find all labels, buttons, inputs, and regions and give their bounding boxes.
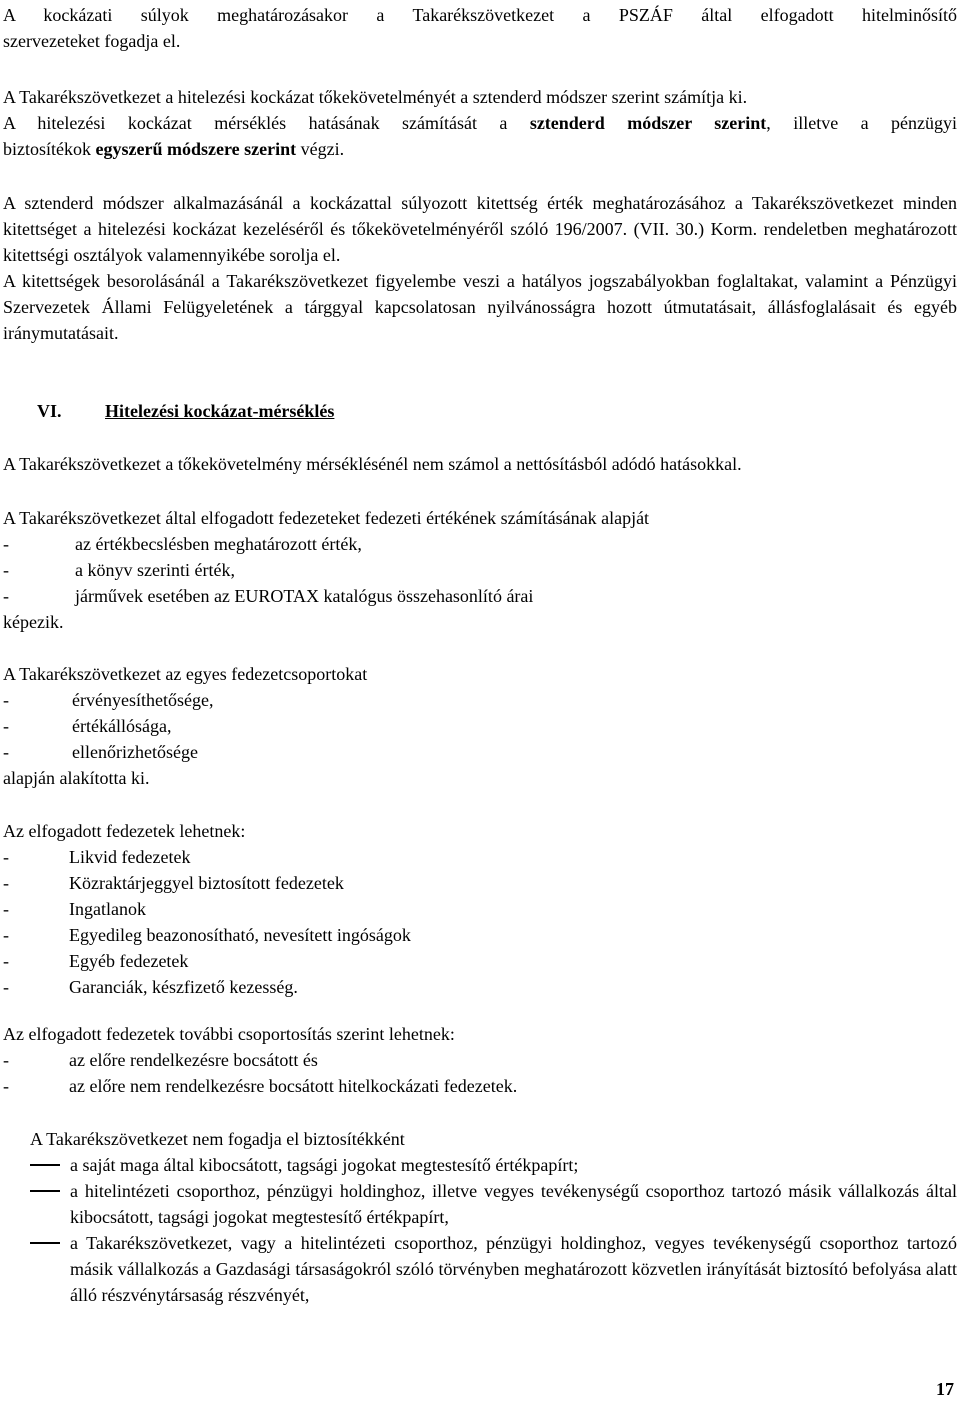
section-title: Hitelezési kockázat-mérséklés xyxy=(105,401,335,421)
paragraph-capital-requirement-line2 xyxy=(3,110,957,136)
list-item-text: az értékbecslésben meghatározott érték, xyxy=(75,534,362,554)
list-item-text: Ingatlanok xyxy=(69,899,146,919)
list-item-text: ellenőrizhetősége xyxy=(72,742,198,762)
section-number: VI. xyxy=(37,401,62,421)
list-item-text: Garanciák, készfizető kezesség. xyxy=(69,977,298,997)
bold-text-segment: sztenderd módszer szerint xyxy=(529,113,767,133)
list-dash: - xyxy=(3,899,9,919)
text-segment: végzi. xyxy=(296,139,345,159)
list-a-outro: képezik. xyxy=(3,612,64,632)
section-heading xyxy=(0,398,960,424)
list-item-text: a könyv szerinti érték, xyxy=(75,560,235,580)
list-dash: - xyxy=(3,560,9,580)
list-item-text: a hitelintézeti csoporthoz, pénzügyi holdinghoz, illetve vegyes tevékenységű csoporthoz tartozó másik vállalkozás által kibocsátott, tagsági jogokat megtestesítő értékpapírt, xyxy=(70,1181,957,1227)
list-item-text: értékállósága, xyxy=(72,716,172,736)
rejected-collateral-list xyxy=(30,1152,957,1308)
paragraph-exposure-classification: A kitettségek besorolásánál a Takarékszövetkezet figyelembe veszi a hatályos jogszabályokban foglaltakat, valamint a Pénzügyi Szervezetek Állami Felügyeletének a tárggyal kapcsolatosan nyilvánosságra hozott útmutatásait, állásfoglalásait és egyéb iránymutatásait. xyxy=(3,271,957,343)
list-dash: - xyxy=(3,847,9,867)
list-e-intro: A Takarékszövetkezet nem fogadja el biztosítékként xyxy=(30,1129,405,1149)
bold-text-segment: egyszerű módszere szerint xyxy=(95,139,297,159)
text-segment: A hitelezési kockázat mérséklés hatásának számítását a xyxy=(3,113,530,133)
list-c-intro: Az elfogadott fedezetek lehetnek: xyxy=(3,821,246,841)
list-item-text: az előre rendelkezésre bocsátott és xyxy=(69,1050,318,1070)
paragraph-netting: A Takarékszövetkezet a tőkekövetelmény mérséklésénél nem számol a nettósításból adódó hatásokkal. xyxy=(3,454,742,474)
list-item xyxy=(30,1178,957,1230)
list-d-intro: Az elfogadott fedezetek további csoportosítás szerint lehetnek: xyxy=(3,1024,455,1044)
list-dash: - xyxy=(3,742,9,762)
list-dash: - xyxy=(3,925,9,945)
list-item-text: a Takarékszövetkezet, vagy a hitelintézeti csoporthoz, pénzügyi holdinghoz, vegyes tevékenységű csoporthoz tartozó másik vállalkozás a Gazdasági társaságokról szóló törvényben meghatározott közvetlen irányítását biztosító befolyása alatt álló részvénytársaság részvényét, xyxy=(70,1233,957,1305)
list-item xyxy=(30,1230,957,1308)
list-item-text: az előre nem rendelkezésre bocsátott hitelkockázati fedezetek. xyxy=(69,1076,518,1096)
list-b-intro: A Takarékszövetkezet az egyes fedezetcsoportokat xyxy=(3,664,368,684)
list-item-text: Likvid fedezetek xyxy=(69,847,191,867)
list-item-text: érvényesíthetősége, xyxy=(72,690,214,710)
list-dash: - xyxy=(3,977,9,997)
list-item-text: a saját maga által kibocsátott, tagsági jogokat megtestesítő értékpapírt; xyxy=(70,1155,579,1175)
list-b-outro: alapján alakította ki. xyxy=(3,768,150,788)
list-dash: - xyxy=(3,716,9,736)
list-item-text: járművek esetében az EUROTAX katalógus összehasonlító árai xyxy=(75,586,534,606)
list-dash xyxy=(30,1164,60,1166)
list-dash: - xyxy=(3,586,9,606)
paragraph-standard-method: A sztenderd módszer alkalmazásánál a kockázattal súlyozott kitettség érték meghatározásához a Takarékszövetkezet minden kitettséget a hitelezési kockázat kezeléséről és tőkekövetelményéről szóló 196/2007. (VII. 30.) Korm. rendeletben meghatározott kitettségi osztályok valamennyikébe sorolja el. xyxy=(3,193,957,265)
paragraph-rating-agencies-line1: A kockázati súlyok meghatározásakor a Takarékszövetkezet a PSZÁF által elfogadott hitelminősítő xyxy=(3,5,957,25)
text-segment: biztosítékok xyxy=(3,139,96,159)
list-a-intro: A Takarékszövetkezet által elfogadott fedezeteket fedezeti értékének számításának alapját xyxy=(3,508,650,528)
list-item-text: Közraktárjeggyel biztosított fedezetek xyxy=(69,873,344,893)
list-item-text: Egyedileg beazonosítható, nevesített ingóságok xyxy=(69,925,411,945)
list-item-text: Egyéb fedezetek xyxy=(69,951,189,971)
page-number: 17 xyxy=(936,1379,954,1399)
list-dash: - xyxy=(3,873,9,893)
list-dash: - xyxy=(3,534,9,554)
list-dash xyxy=(30,1242,60,1244)
text-segment: , illetve a pénzügyi xyxy=(766,113,958,133)
paragraph-capital-requirement-line3 xyxy=(3,136,957,162)
paragraph-rating-agencies-line2: szervezeteket fogadja el. xyxy=(3,31,181,51)
list-dash: - xyxy=(3,690,9,710)
list-dash xyxy=(30,1190,60,1192)
list-dash: - xyxy=(3,951,9,971)
list-dash: - xyxy=(3,1050,9,1070)
list-dash: - xyxy=(3,1076,9,1096)
paragraph-capital-requirement-line1: A Takarékszövetkezet a hitelezési kockázat tőkekövetelményét a sztenderd módszer szerint számítja ki. xyxy=(3,87,748,107)
list-item xyxy=(30,1152,957,1178)
